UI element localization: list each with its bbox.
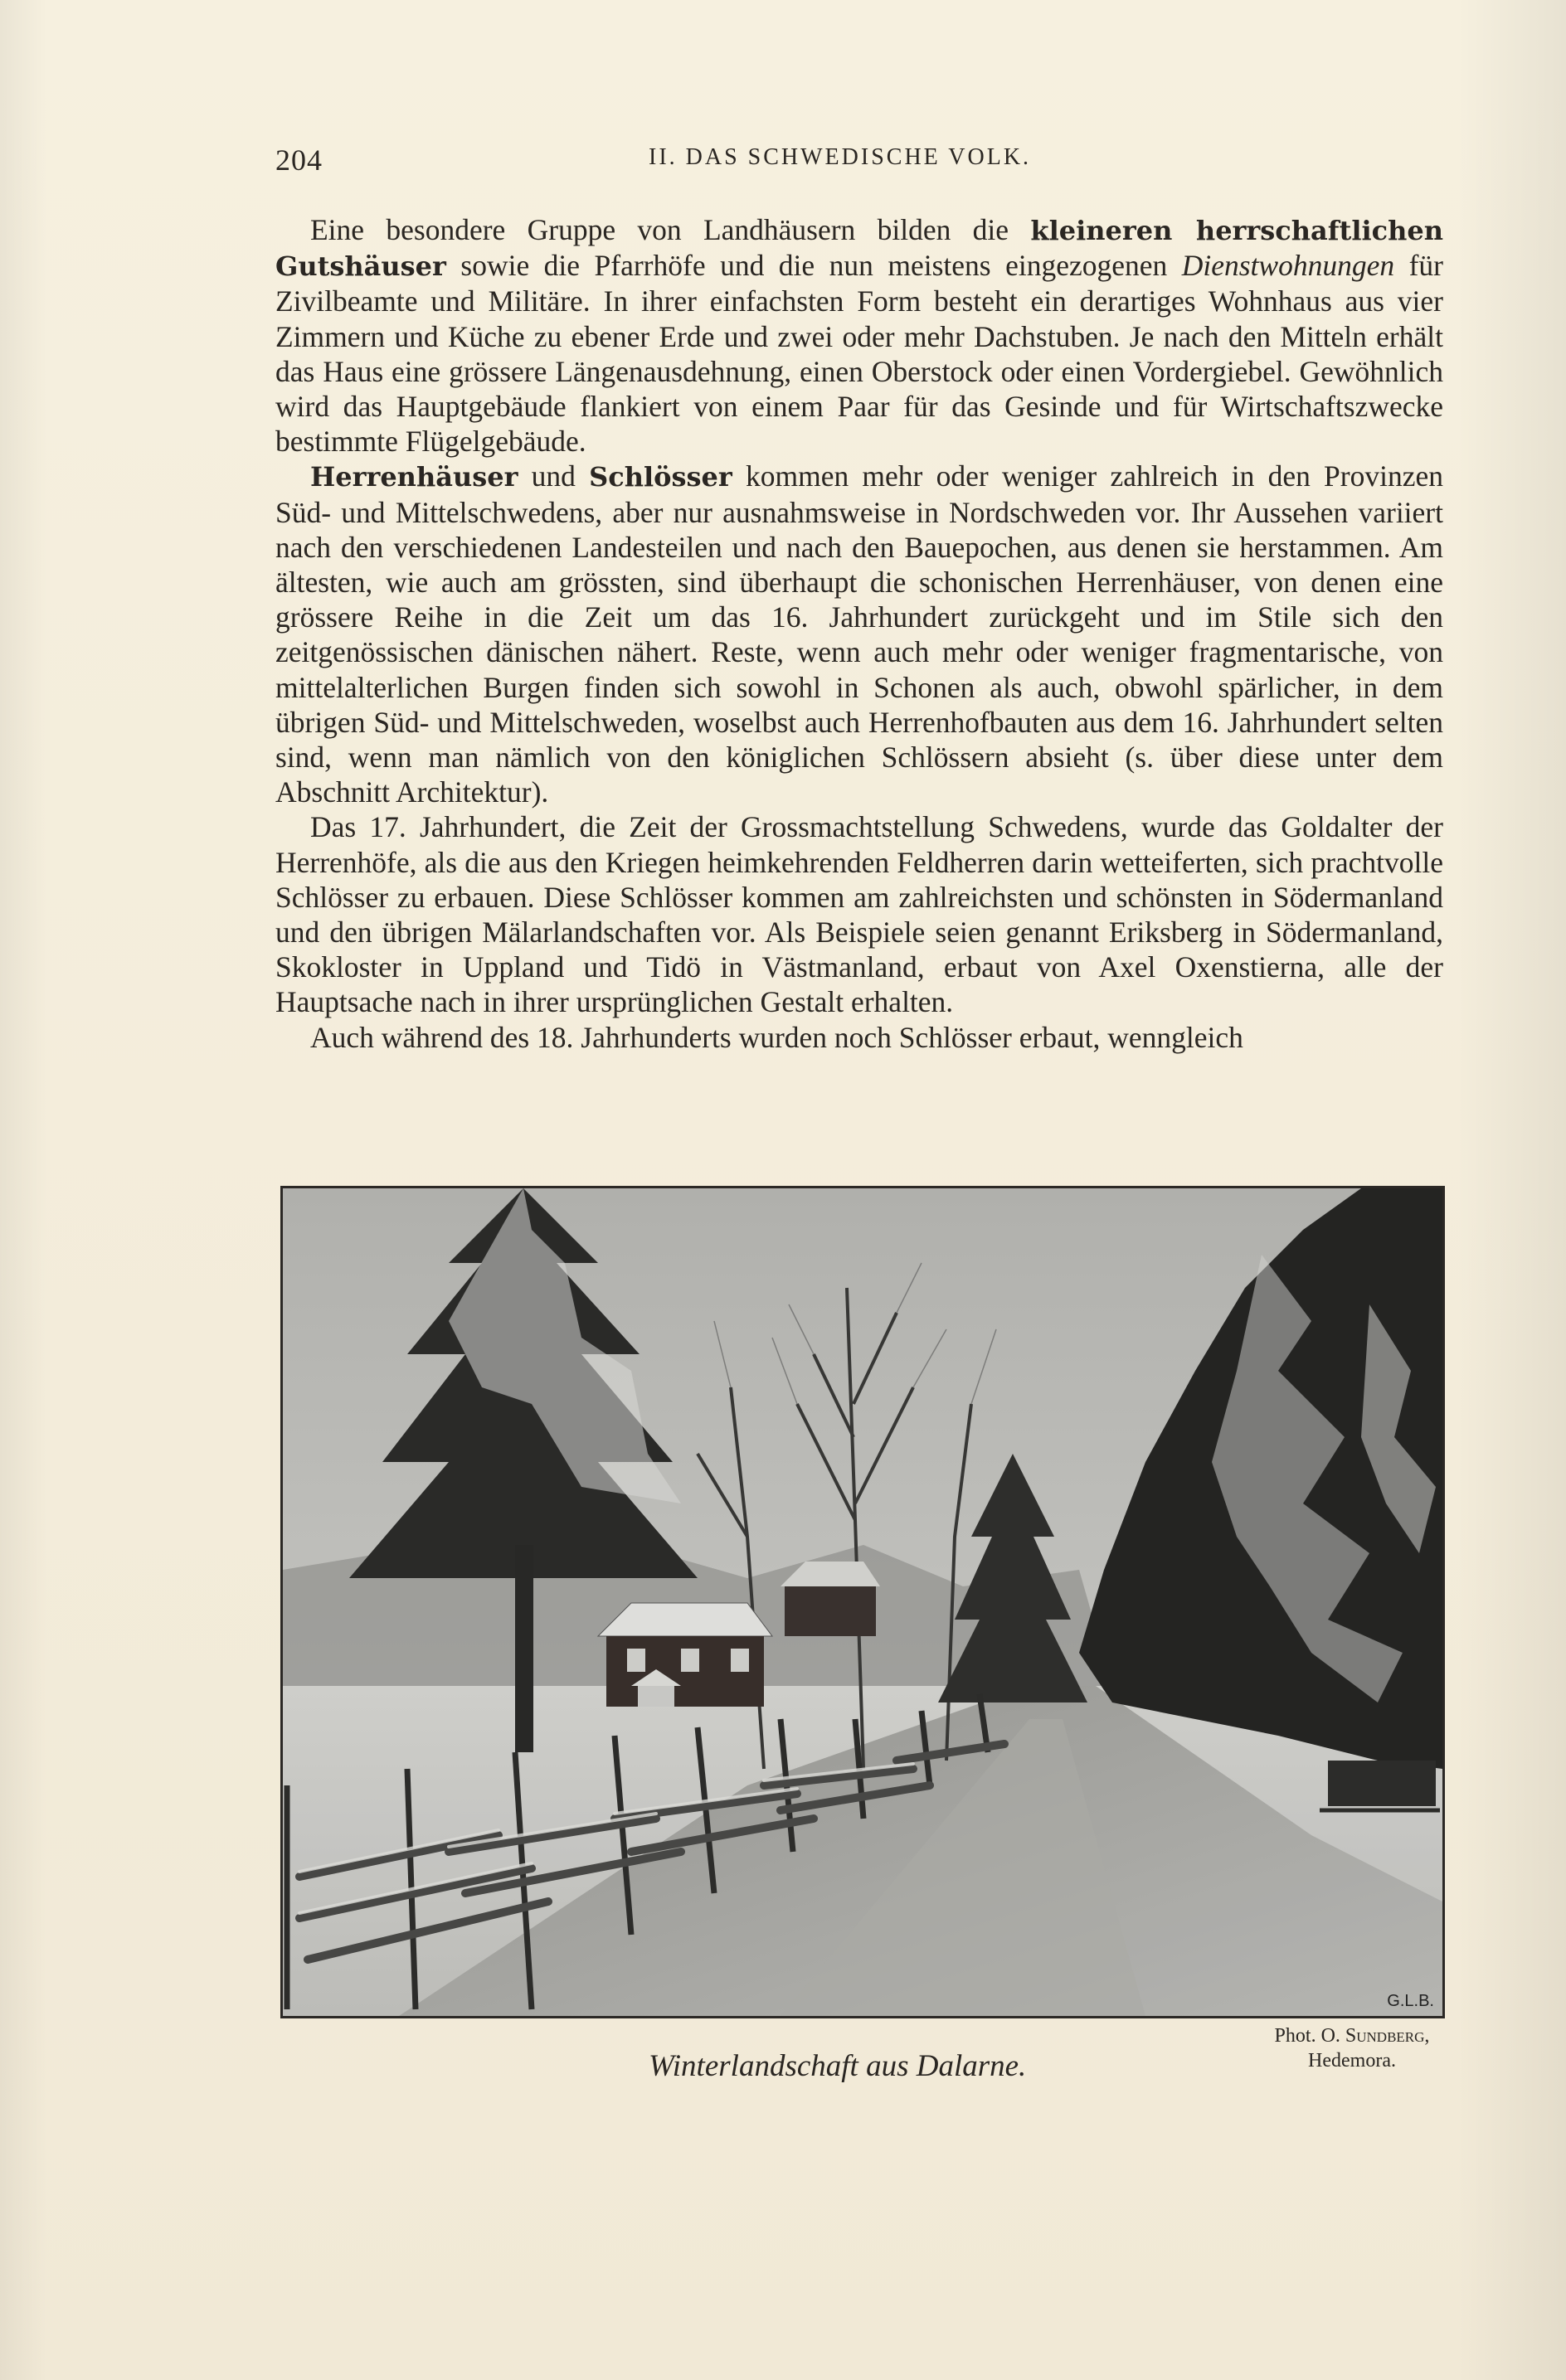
running-head xyxy=(275,143,1443,182)
paragraph-1 xyxy=(275,212,1443,459)
winter-landscape-photo xyxy=(280,1186,1445,2018)
italic-term-dienstwohnungen: Dienstwohnungen xyxy=(1181,249,1395,283)
paragraph-2-text: und xyxy=(518,459,590,493)
photo-credit xyxy=(1240,2023,1464,2073)
body-text xyxy=(275,212,1443,1055)
paragraph-1-text: für Zivilbeamte und Militäre. In ihrer einfachsten Form besteht ein derartiges Wohnhaus aus vier Zimmern und Küche zu ebener Erde und zwei oder mehr Dachstuben. Je nach den Mitteln erhält das Haus eine grössere Längenausdehnung, einen Oberstock oder einen Vordergiebel. Gewöhnlich wird das Hauptgebäude flankiert von einem Paar für das Gesinde und für Wirtschaftszwecke bestimmte Flügelgebäude. xyxy=(275,249,1443,459)
credit-photographer: Sundberg, xyxy=(1345,2025,1430,2047)
photo-illustration xyxy=(283,1188,1442,2016)
chapter-title: II. DAS SCHWEDISCHE VOLK. xyxy=(649,144,1032,170)
paragraph-2-text: kommen mehr oder weniger zahlreich in den Provinzen Süd- und Mittelschwedens, aber nur ausnahmsweise in Nordschweden vor. Ihr Aussehen variiert nach den verschiedenen Landesteilen und nach den Bauepochen, aus denen sie herstammen. Am ältesten, wie auch am grössten, sind überhaupt die schonischen Herrenhäuser, von denen eine grössere Reihe in die Zeit um das 16. Jahrhundert zurückgeht und im Stile sich den zeitgenössischen dänischen nähert. Reste, wenn auch mehr oder weniger fragmentarische, von mittelalterlichen Burgen finden sich sowohl in Schonen als auch, obwohl spärlicher, in dem übrigen Süd- und Mittelschweden, woselbst auch Herrenhofbauten aus dem 16. Jahrhundert selten sind, wenn man nämlich von den königlichen Schlössern absieht (s. über diese unter dem Abschnitt Architektur). xyxy=(275,459,1443,809)
figure-caption: Winterlandschaft aus Dalarne. xyxy=(649,2049,1027,2083)
paragraph-2 xyxy=(275,459,1443,809)
bold-term-herrenhaeuser: Herrenhäuser xyxy=(310,461,518,493)
paragraph-4: Auch während des 18. Jahrhunderts wurden noch Schlösser erbaut, wenngleich xyxy=(310,1020,1243,1054)
paragraph-1-text: Eine besondere Gruppe von Landhäusern bilden die xyxy=(310,213,1031,246)
credit-line-2: Hedemora. xyxy=(1308,2050,1396,2072)
paragraph-3: Das 17. Jahrhundert, die Zeit der Grossmachtstellung Schwedens, wurde das Goldalter der Herrenhöfe, als die aus den Kriegen heimkehrenden Feldherren darin wetteiferten, sich prachtvolle Schlösser zu erbauen. Diese Schlösser kommen am zahlreichsten und schönsten in Södermanland und den übrigen Mälarlandschaften vor. Als Beispiele seien genannt Eriksberg in Södermanland, Skokloster in Uppland und Tidö in Västmanland, erbaut von Axel Oxenstierna, alle der Hauptsache nach in ihrer ursprünglichen Gestalt erhalten. xyxy=(275,810,1443,1019)
bold-term-schloesser: Schlösser xyxy=(589,461,732,493)
bold-term-gutshaeuser: kleineren herrschaftlichen Gutshäuser xyxy=(275,215,1444,283)
plate-signature-mark: G.L.B. xyxy=(1387,1992,1434,2010)
paragraph-1-text: sowie die Pfarrhöfe und die nun meistens eingezogenen xyxy=(445,249,1182,283)
credit-prefix: Phot. O. xyxy=(1274,2025,1345,2047)
credit-line-1 xyxy=(1240,2023,1464,2048)
page-number: 204 xyxy=(275,143,323,177)
